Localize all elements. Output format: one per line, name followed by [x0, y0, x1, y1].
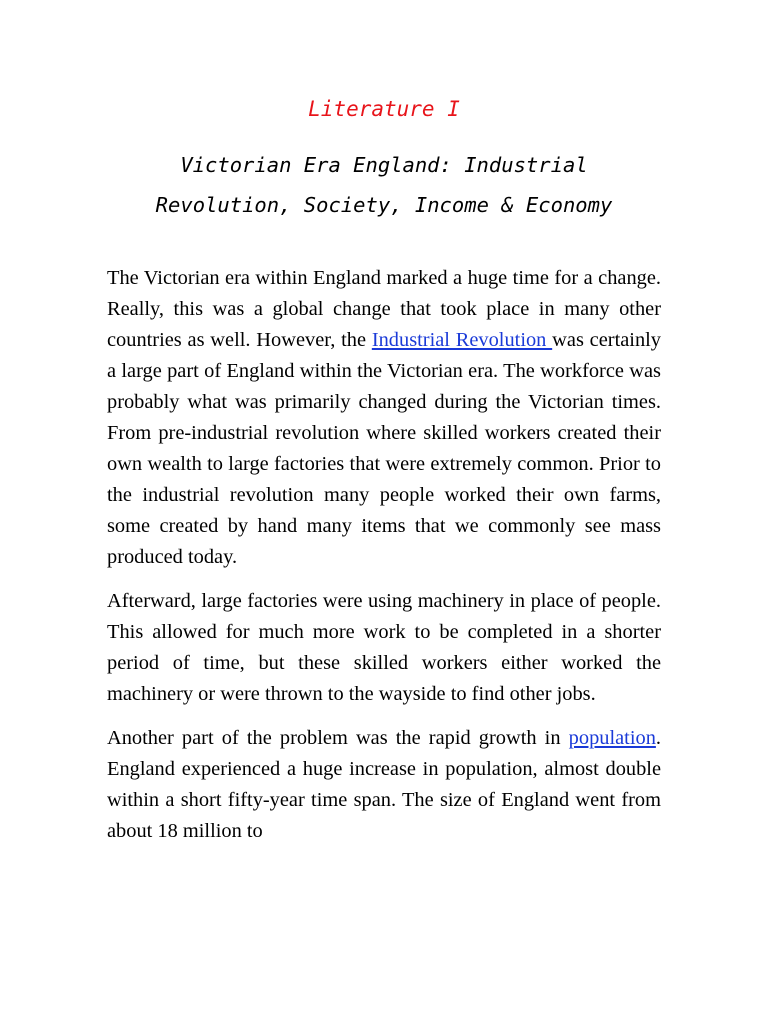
section-header: Literature I	[308, 97, 460, 121]
paragraph-2: Afterward, large factories were using machinery in place of people. This allowed for much more work to be completed in a shorter period of time, but these skilled workers either worked the machinery or were thrown to the wayside to find other jobs.	[107, 590, 661, 705]
document-title-line-1: Victorian Era England: Industrial	[180, 153, 588, 177]
paragraph-3-text-start: Another part of the problem was the rapid growth in	[107, 727, 569, 749]
industrial-revolution-link[interactable]: Industrial Revolution	[371, 329, 553, 351]
paragraph-3-text-end: . England experienced a huge increase in population, almost double within a short fifty-year time span. The size of England went from about 18 million to	[107, 727, 661, 842]
paragraph-1	[107, 263, 661, 573]
document-title	[0, 145, 768, 225]
document-title-line-2: Revolution, Society, Income & Economy	[155, 193, 613, 217]
article-body	[107, 263, 661, 860]
paragraph-1-text-end: was certainly a large part of England within the Victorian era. The workforce was probably what was primarily changed during the Victorian times. From pre-industrial revolution where skilled workers created their own wealth to large factories that were extremely common. Prior to the industrial revolution many people worked their own farms, some created by hand many items that we commonly see mass produced today.	[107, 329, 661, 568]
paragraph-3	[107, 723, 661, 847]
paragraph-1-text-start: The Victorian era within England marked a huge time for a change. Really, this was a global change that took place in many other countries as well. However, the	[107, 267, 661, 351]
population-link[interactable]: population	[568, 727, 656, 749]
